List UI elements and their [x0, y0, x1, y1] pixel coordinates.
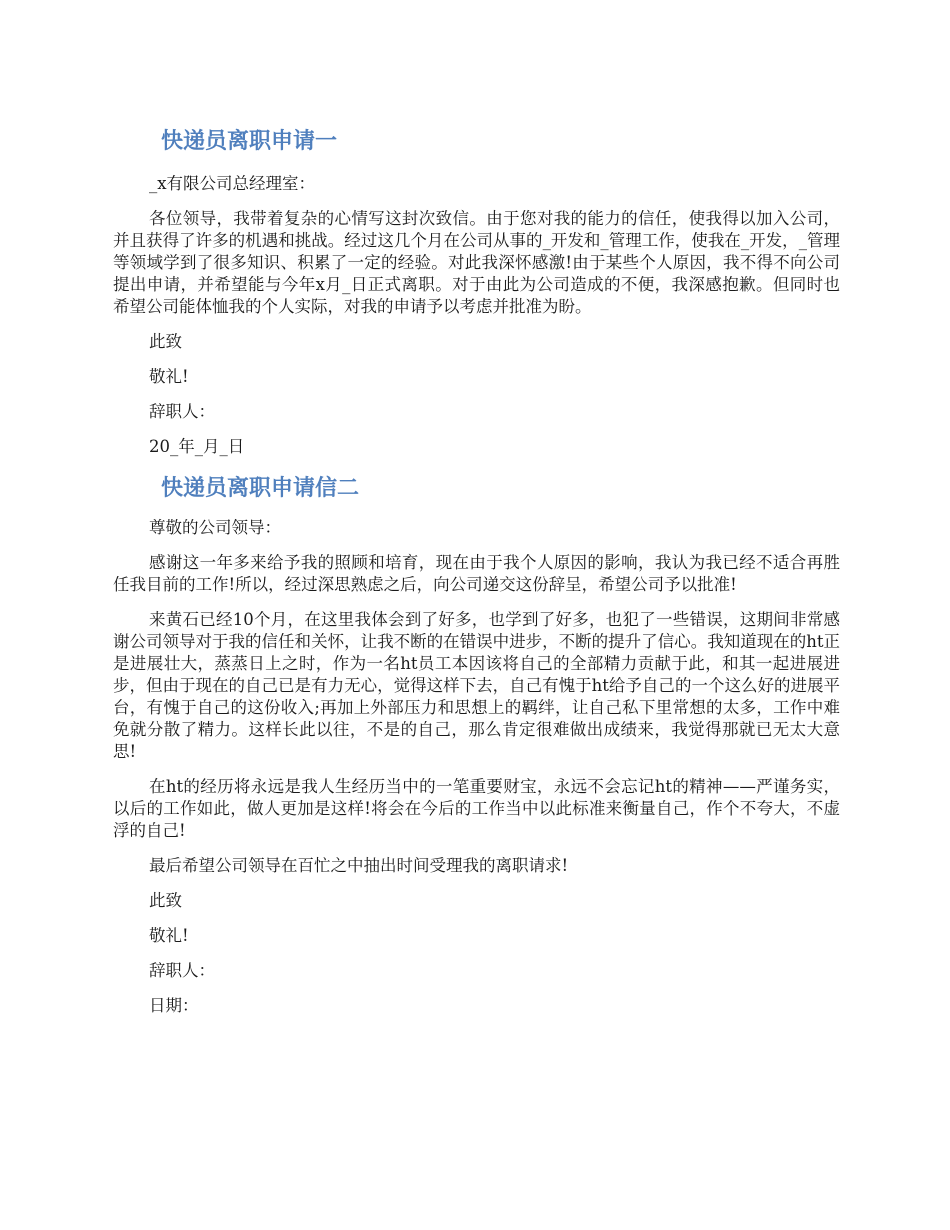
- letter1-signer: 辞职人：: [149, 402, 215, 421]
- document-content: [113, 124, 840, 1030]
- letter1-closing-1: 此致: [149, 332, 182, 351]
- letter2-paragraph: 最后希望公司领导在百忙之中抽出时间受理我的离职请求!: [149, 856, 569, 875]
- letter1-salutation: _x有限公司总经理室：: [149, 174, 316, 193]
- letter2-paragraph: 来黄石已经10个月，在这里我体会到了好多，也学到了好多，也犯了一些错误，这期间非常感谢公司领导对于我的信任和关怀，让我不断的在错误中进步，不断的提升了信心。我知道现在的ht正是进展壮大，蒸蒸日上之时，作为一名ht员工本因该将自己的全部精力贡献于此，和其一起进展进步，但由于现在的自己已是有力无心，觉得这样下去，自己有愧于ht给予自己的一个这么好的进展平台，有愧于自己的这份收入;再加上外部压力和思想上的羁绊，让自己私下里常想的太多，工作中难免就分散了精力。这样长此以往，不是的自己，那么肯定很难做出成绩来，我觉得那就已无太大意思!: [113, 610, 840, 761]
- letter2-closing-1: 此致: [149, 891, 182, 910]
- letter2-title: 快递员离职申请信二: [161, 476, 360, 501]
- letter2-paragraph: 在ht的经历将永远是我人生经历当中的一笔重要财宝，永远不会忘记ht的精神——严谨务实，以后的工作如此，做人更加是这样!将会在今后的工作当中以此标准来衡量自己，作个不夸大，不虚浮的自己!: [113, 777, 840, 840]
- letter2-closing-2: 敬礼!: [149, 926, 189, 945]
- letter1-body: 各位领导，我带着复杂的心情写这封次致信。由于您对我的能力的信任，使我得以加入公司，并且获得了许多的机遇和挑战。经过这几个月在公司从事的_开发和_管理工作，使我在_开发，_管理等领域学到了很多知识、积累了一定的经验。对此我深怀感激!由于某些个人原因，我不得不向公司提出申请，并希望能与今年x月_日正式离职。对于由此为公司造成的不便，我深感抱歉。但同时也希望公司能体恤我的个人实际，对我的申请予以考虑并批准为盼。: [113, 209, 840, 316]
- letter2-paragraph: 感谢这一年多来给予我的照顾和培育，现在由于我个人原因的影响，我认为我已经不适合再胜任我目前的工作!所以，经过深思熟虑之后，向公司递交这份辞呈，希望公司予以批准!: [113, 553, 840, 594]
- letter1-date: 20_年_月_日: [149, 437, 245, 456]
- letter2-salutation: 尊敬的公司领导：: [149, 518, 281, 537]
- letter1-closing-2: 敬礼!: [149, 367, 189, 386]
- letter2-signer: 辞职人：: [149, 961, 215, 980]
- letter2-date: 日期：: [149, 996, 199, 1015]
- letter1-title: 快递员离职申请一: [161, 129, 338, 154]
